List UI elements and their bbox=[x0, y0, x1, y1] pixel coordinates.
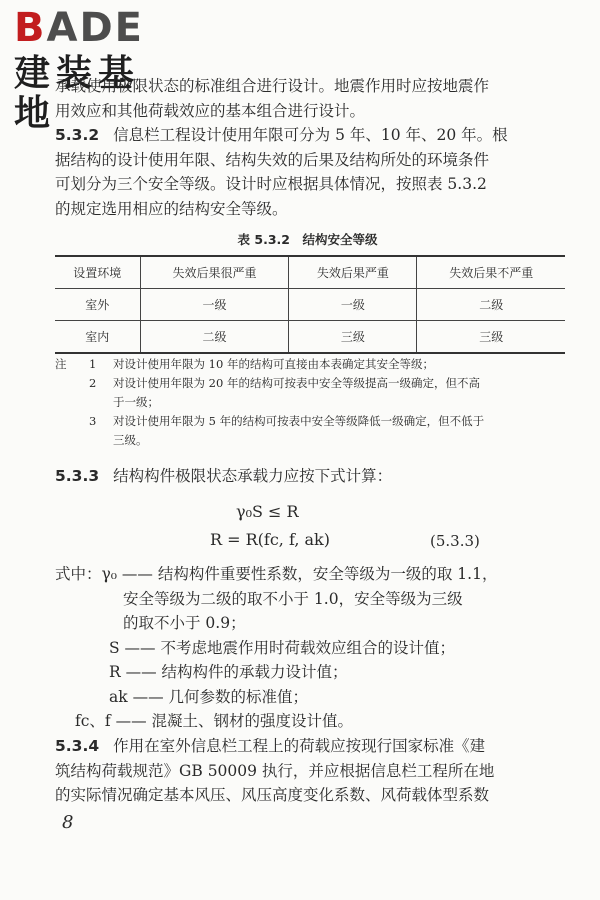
table-cell: 一级 bbox=[140, 289, 289, 321]
symbol: R bbox=[109, 663, 121, 681]
paragraph-line: 信息栏工程设计使用年限可分为 5 年、10 年、20 年。根 bbox=[113, 126, 508, 144]
note-line: 对设计使用年限为 10 年的结构可直接由本表确定其安全等级； bbox=[113, 357, 434, 371]
paragraph-line: 的规定选用相应的结构安全等级。 bbox=[55, 199, 288, 218]
paragraph-line: 筑结构荷载规范》GB 50009 执行，并应根据信息栏工程所在地 bbox=[55, 761, 495, 780]
note-line: 对设计使用年限为 5 年的结构可按表中安全等级降低一级确定，但不低于 bbox=[113, 414, 485, 428]
paragraph-line: 用效应和其他荷载效应的基本组合进行设计。 bbox=[55, 101, 366, 120]
definition-line: 混凝土、钢材的强度设计值。 bbox=[151, 712, 354, 730]
table-row bbox=[55, 289, 565, 321]
paragraph-line: 据结构的设计使用年限、结构失效的后果及结构所处的环境条件 bbox=[55, 150, 490, 169]
logo-subtitle: 建装基地 bbox=[14, 53, 141, 134]
symbol: ak bbox=[109, 687, 128, 706]
note-number: 2 bbox=[89, 376, 97, 390]
paragraph-line: 可划分为三个安全等级。设计时应根据具体情况，按照表 5.3.2 bbox=[55, 175, 487, 193]
paragraph-line: 作用在室外信息栏工程上的荷载应按现行国家标准《建 bbox=[113, 737, 486, 755]
note-number: 3 bbox=[89, 414, 97, 428]
table-title: 表 5.3.2 结构安全等级 bbox=[237, 232, 378, 247]
table-cell: 室外 bbox=[55, 289, 140, 321]
paragraph-line: 承载使用极限状态的标准组合进行设计。地震作用时应按地震作 bbox=[55, 77, 490, 95]
formula-inequality: γ₀S ≤ R bbox=[236, 502, 299, 521]
formula-resistance: R = R(fc, f, ak) bbox=[210, 530, 330, 549]
formula-number: (5.3.3) bbox=[430, 532, 480, 550]
note-item bbox=[55, 374, 565, 412]
definition-line: 结构构件的承载力设计值； bbox=[161, 663, 348, 681]
table-cell: 一级 bbox=[289, 289, 417, 321]
note-item bbox=[55, 355, 565, 374]
note-line: 对设计使用年限为 20 年的结构可按表中安全等级提高一级确定，但不高 bbox=[113, 376, 480, 390]
table-notes bbox=[55, 355, 565, 450]
symbol: S bbox=[109, 638, 120, 657]
table-cell: 二级 bbox=[140, 321, 289, 354]
symbol: fc、f bbox=[75, 712, 111, 730]
section-5-3-4 bbox=[55, 734, 560, 808]
table-header-cell: 失效后果很严重 bbox=[140, 256, 289, 289]
definition-line: 结构构件重要性系数，安全等级为一级的取 1.1， bbox=[157, 565, 498, 583]
table-row bbox=[55, 321, 565, 354]
where-lead: 式中： bbox=[55, 565, 102, 583]
section-number: 5.3.4 bbox=[55, 737, 100, 755]
logo-wordmark: BADE bbox=[14, 5, 144, 51]
definition-line: 安全等级为二级的取不小于 1.0，安全等级为三级 bbox=[123, 589, 463, 608]
definition-line: 几何参数的标准值； bbox=[168, 687, 309, 706]
symbol-definitions: 式中：γ₀ —— 结构构件重要性系数，安全等级为一级的取 1.1， 安全等级为二级的取不小于 1.0，安全等级为三级 的取不小于 0.9； S —— 不考虑地震作用时荷载效应组合的设计值； R —— 结构构件的承载力设计值； ak —— 几何参数的标准值； fc、f —— 混凝土、钢材的强度设计值。 bbox=[55, 562, 565, 734]
table-header-cell: 设置环境 bbox=[55, 256, 140, 289]
section-5-3-2 bbox=[55, 123, 560, 221]
definition-line: 不考虑地震作用时荷载效应组合的设计值； bbox=[160, 638, 455, 657]
table-header-row bbox=[55, 256, 565, 289]
note-line: 于一级； bbox=[113, 395, 159, 409]
page-number: 8 bbox=[62, 812, 74, 833]
table-cell: 二级 bbox=[417, 289, 565, 321]
note-number: 1 bbox=[89, 357, 97, 371]
section-number: 5.3.3 bbox=[55, 467, 100, 485]
top-paragraph bbox=[55, 74, 560, 123]
definition-line: 的取不小于 0.9； bbox=[123, 614, 246, 632]
table-header-cell: 失效后果不严重 bbox=[417, 256, 565, 289]
symbol: γ₀ bbox=[101, 565, 117, 583]
note-item bbox=[55, 412, 565, 450]
table-cell: 三级 bbox=[417, 321, 565, 354]
paragraph-line: 的实际情况确定基本风压、风压高度变化系数、风荷载体型系数 bbox=[55, 786, 490, 804]
safety-grade-table bbox=[55, 255, 565, 354]
table-header-cell: 失效后果严重 bbox=[289, 256, 417, 289]
note-line: 三级。 bbox=[113, 433, 148, 447]
section-5-3-3 bbox=[55, 464, 560, 489]
table-cell: 三级 bbox=[289, 321, 417, 354]
section-number: 5.3.2 bbox=[55, 126, 100, 144]
note-label: 注 bbox=[55, 357, 67, 371]
paragraph-line: 结构构件极限状态承载力应按下式计算： bbox=[113, 467, 393, 485]
table-cell: 室内 bbox=[55, 321, 140, 354]
